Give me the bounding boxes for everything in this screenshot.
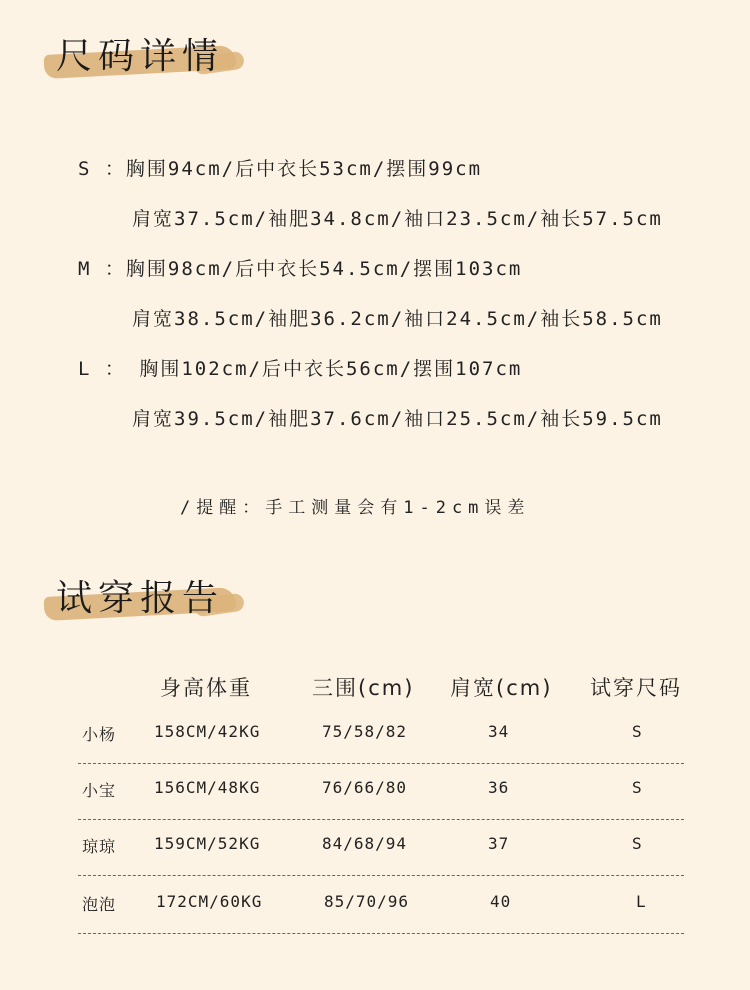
size-s-line2: 肩宽37.5cm/袖肥34.8cm/袖口23.5cm/袖长57.5cm bbox=[132, 208, 663, 230]
try-size: L bbox=[636, 892, 647, 911]
try-size: S bbox=[632, 778, 643, 797]
shoulder: 34 bbox=[488, 722, 510, 741]
size-s-line1: S ：胸围94cm/后中衣长53cm/摆围99cm bbox=[78, 158, 483, 180]
section-title: 试穿报告 bbox=[56, 578, 225, 619]
shoulder: 37 bbox=[488, 834, 510, 853]
measurement-note: /提醒：手工测量会有1-2cm误差 bbox=[180, 498, 531, 518]
table-row bbox=[78, 764, 684, 820]
header-try-size: 试穿尺码 bbox=[590, 676, 682, 700]
size-l-line1: L ： 胸围102cm/后中衣长56cm/摆围107cm bbox=[78, 358, 523, 380]
table-row bbox=[78, 708, 684, 764]
shoulder: 40 bbox=[490, 892, 512, 911]
header-shoulder: 肩宽(cm) bbox=[450, 676, 553, 700]
height-weight: 158CM/42KG bbox=[154, 722, 261, 741]
tester-name: 泡泡 bbox=[82, 895, 117, 914]
measurements: 85/70/96 bbox=[324, 892, 410, 911]
height-weight: 159CM/52KG bbox=[154, 834, 261, 853]
tester-name: 琼琼 bbox=[82, 837, 117, 856]
table-row bbox=[78, 878, 684, 934]
dashed-divider bbox=[78, 933, 684, 934]
height-weight: 156CM/48KG bbox=[154, 778, 261, 797]
tester-name: 小宝 bbox=[82, 781, 117, 800]
header-measurements: 三围(cm) bbox=[312, 676, 415, 700]
section-title: 尺码详情 bbox=[56, 36, 225, 77]
size-m-line1: M ：胸围98cm/后中衣长54.5cm/摆围103cm bbox=[78, 258, 523, 280]
tester-name: 小杨 bbox=[82, 725, 117, 744]
measurements: 75/58/82 bbox=[322, 722, 408, 741]
dashed-divider bbox=[78, 875, 684, 876]
measurements: 84/68/94 bbox=[322, 834, 408, 853]
header-height-weight: 身高体重 bbox=[160, 676, 252, 700]
measurements: 76/66/80 bbox=[322, 778, 408, 797]
shoulder: 36 bbox=[488, 778, 510, 797]
table-row bbox=[78, 820, 684, 876]
size-m-line2: 肩宽38.5cm/袖肥36.2cm/袖口24.5cm/袖长58.5cm bbox=[132, 308, 663, 330]
size-l-line2: 肩宽39.5cm/袖肥37.6cm/袖口25.5cm/袖长59.5cm bbox=[132, 408, 663, 430]
try-size: S bbox=[632, 722, 643, 741]
try-size: S bbox=[632, 834, 643, 853]
height-weight: 172CM/60KG bbox=[156, 892, 263, 911]
